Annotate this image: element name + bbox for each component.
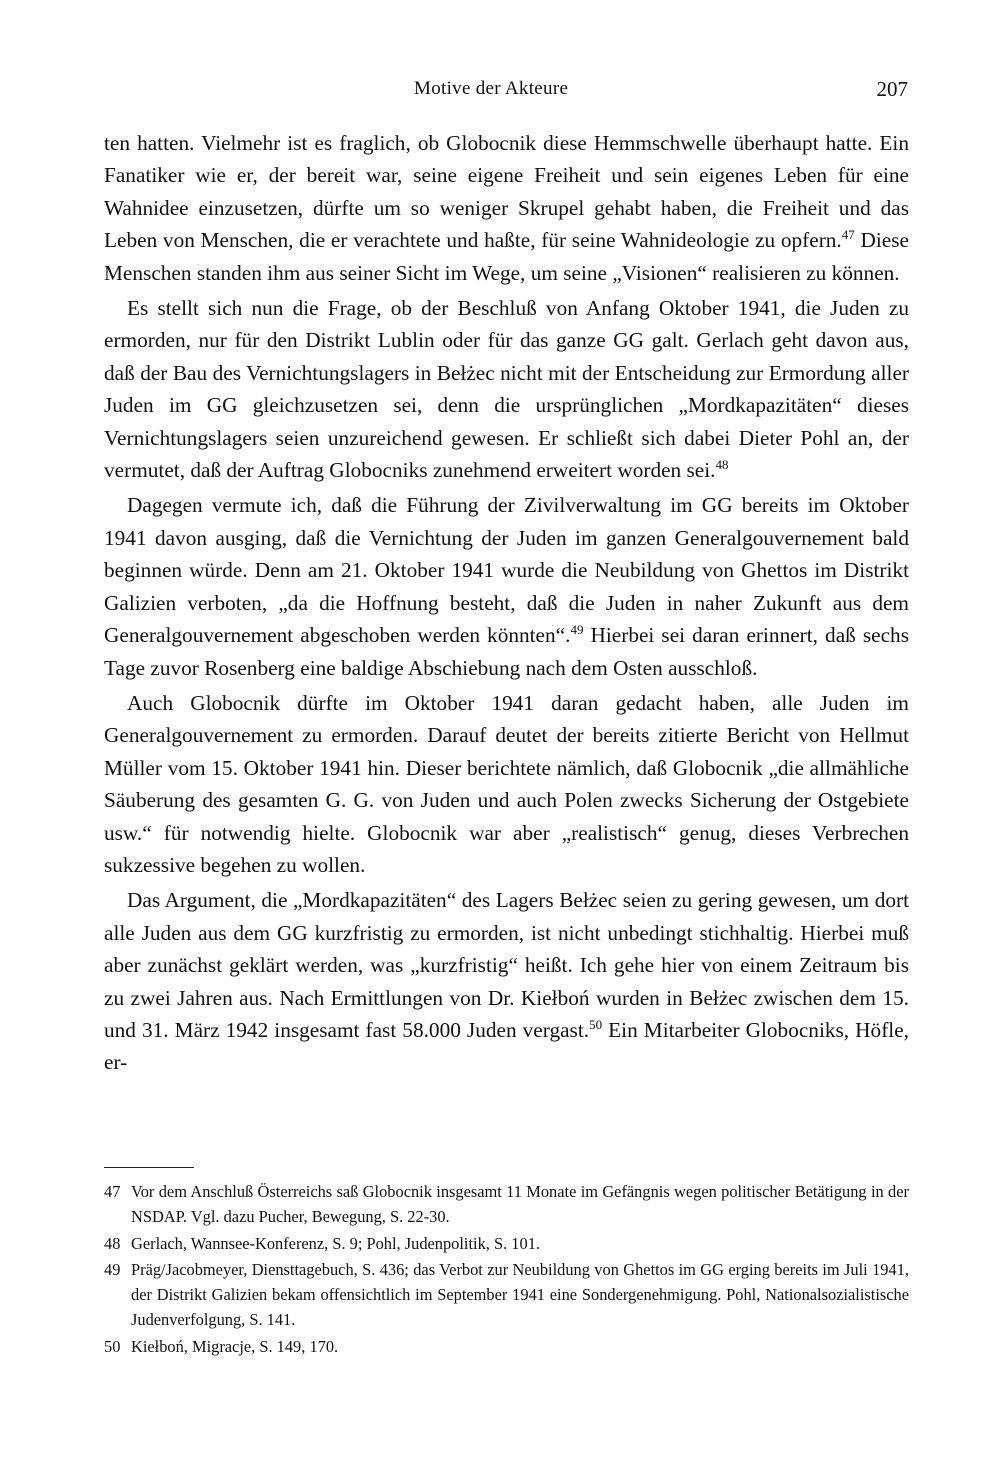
paragraph-2: [104, 292, 909, 486]
footnote-50: [104, 1335, 909, 1360]
footnote-ref-47: 47: [841, 227, 855, 243]
page-number: 207: [876, 77, 908, 101]
paragraph-text: Dagegen vermute ich, daß die Führung der Zivilverwaltung im GG bereits im Oktober 1941 davon ausging, daß die Vernichtung der Juden im ganzen Generalgouvernement bald beginnen würde. Denn am 21. Oktober 1941 wurde die Neubildung von Ghettos im Distrikt Galizien verboten, „da die Hoffnung besteht, daß die Juden in naher Zukunft aus dem Generalgouvernement abgeschoben werden könnten“.: [104, 493, 909, 648]
footnotes: [104, 1180, 909, 1362]
footnote-48: [104, 1232, 909, 1257]
paragraph-text: ten hatten. Vielmehr ist es fraglich, ob Globocnik diese Hemmschwelle überhaupt hatte. Ein Fanatiker wie er, der bereit war, seine eigene Freiheit und sein eigenes Leben für eine Wahnidee einzusetzen, dürfte um so weniger Skrupel gehabt haben, die Freiheit und das Leben von Menschen, die er verachtete und haßte, für seine Wahnideologie zu opfern.: [104, 131, 909, 253]
footnote-divider: [104, 1167, 194, 1168]
paragraph-4: [104, 687, 909, 881]
footnote-number: 49: [104, 1260, 121, 1280]
footnote-number: 47: [104, 1182, 121, 1201]
footnote-ref-50: 50: [589, 1016, 603, 1032]
footnote-text: Gerlach, Wannsee-Konferenz, S. 9; Pohl, Judenpolitik, S. 101.: [131, 1233, 540, 1253]
paragraph-text: Das Argument, die „Mordkapazitäten“ des Lagers Bełżec seien zu gering gewesen, um dort alle Juden aus dem GG kurzfristig zu ermorden, ist nicht unbedingt stichhaltig. Hierbei muß aber zunächst geklärt werden, was „kurzfristig“ heißt. Ich gehe hier von einem Zeitraum bis zu zwei Jahren aus. Nach Ermittlungen von Dr. Kiełboń wurden in Bełżec zwischen dem 15. und 31. März 1942 insgesamt fast 58.000 Juden vergast.: [104, 888, 909, 1042]
footnote-number: 50: [104, 1336, 121, 1356]
footnote-number: 48: [104, 1233, 121, 1253]
running-title: Motive der Akteure: [414, 78, 569, 99]
paragraph-text: Es stellt sich nun die Frage, ob der Beschluß von Anfang Oktober 1941, die Juden zu ermorden, nur für den Distrikt Lublin oder für das ganze GG galt. Gerlach geht davon aus, daß der Bau des Vernichtungslagers in Bełżec nicht mit der Entscheidung zur Ermordung aller Juden im GG gleichzusetzen sei, denn die ursprünglichen „Mordkapazitäten“ dieses Vernichtungslagers seien unzureichend gewesen. Er schließt sich dabei Dieter Pohl an, der vermutet, daß der Auftrag Globocniks zunehmend erweitert worden sei.: [104, 296, 909, 483]
running-head: [0, 74, 1000, 104]
paragraph-text: Auch Globocnik dürfte im Oktober 1941 daran gedacht haben, alle Juden im Generalgouvernement zu ermorden. Darauf deutet der bereits zitierte Bericht von Hellmut Müller vom 15. Oktober 1941 hin. Dieser berichtete nämlich, daß Globocnik „die allmähliche Säuberung des gesamten G. G. von Juden und auch Polen zwecks Sicherung der Ostgebiete usw.“ für notwendig hielte. Globocnik war aber „realistisch“ genug, dieses Verbrechen sukzessive begehen zu wollen.: [104, 690, 909, 877]
paragraph-text-continued: Ein Mitarbeiter Globocniks, Höfle, er-: [104, 1017, 909, 1075]
footnote-ref-48: 48: [715, 457, 729, 473]
paragraph-text-continued: Diese Menschen standen ihm aus seiner Sicht im Wege, um seine „Visionen“ realisieren zu können.: [104, 228, 909, 285]
footnote-ref-49: 49: [570, 622, 584, 638]
footnote-49: [104, 1258, 909, 1332]
body-text: [104, 127, 909, 1079]
footnote-text: Vor dem Anschluß Österreichs saß Globocnik insgesamt 11 Monate im Gefängnis wegen politischer Betätigung in der NSDAP. Vgl. dazu Pucher, Bewegung, S. 22-30.: [131, 1182, 909, 1226]
paragraph-text-continued: Hierbei sei daran erinnert, daß sechs Tage zuvor Rosenberg eine baldige Abschiebung nach dem Osten ausschloß.: [104, 623, 909, 680]
paragraph-3: [104, 489, 909, 683]
footnote-text: Kiełboń, Migracje, S. 149, 170.: [131, 1336, 339, 1356]
footnote-47: [104, 1180, 909, 1230]
paragraph-1: [104, 127, 909, 289]
paragraph-5: [104, 884, 909, 1078]
footnote-text: Präg/Jacobmeyer, Diensttagebuch, S. 436; das Verbot zur Neubildung von Ghettos im GG erging bereits im Juli 1941, der Distrikt Galizien bekam offensichtlich im September 1941 eine Sondergenehmigung. Pohl, Nationalsozialistische Judenverfolgung, S. 141.: [131, 1260, 909, 1329]
